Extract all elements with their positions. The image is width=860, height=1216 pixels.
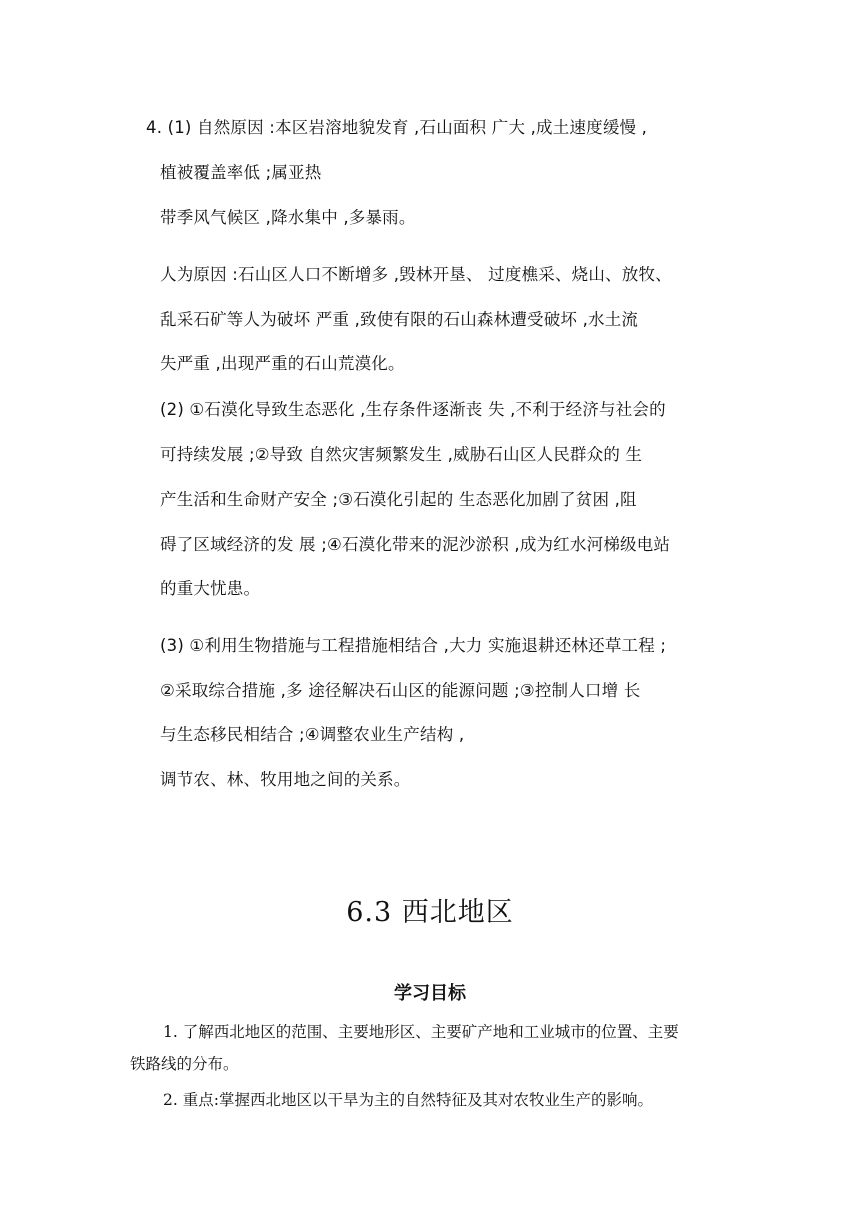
answer-line: 植被覆盖率低 ;属亚热: [160, 163, 322, 182]
learning-goal-line: 2. 重点:掌握西北地区以干旱为主的自然特征及其对农牧业生产的影响。: [163, 1091, 653, 1109]
answer-line: 调节农、林、牧用地之间的关系。: [160, 770, 411, 789]
learning-goal-line: 1. 了解西北地区的范围、主要地形区、主要矿产地和工业城市的位置、主要: [163, 1023, 679, 1041]
answer-line: 产生活和生命财产安全 ;③石漠化引起的 生态恶化加剧了贫困 ,阻: [160, 490, 637, 509]
answer-line: 人为原因 :石山区人口不断增多 ,毁林开垦、 过度樵采、烧山、放牧、: [160, 265, 672, 284]
answer-line: 碍了区域经济的发 展 ;④石漠化带来的泥沙淤积 ,成为红水河梯级电站: [160, 535, 671, 554]
section-title: 6.3 西北地区: [346, 897, 514, 928]
answer-line: (3) ①利用生物措施与工程措施相结合 ,大力 实施退耕还林还草工程 ;: [160, 636, 667, 655]
answer-line: 乱采石矿等人为破坏 严重 ,致使有限的石山森林遭受破坏 ,水土流: [160, 310, 639, 329]
answer-line: ②采取综合措施 ,多 途径解决石山区的能源问题 ;③控制人口增 长: [160, 681, 641, 700]
learning-goal-line: 铁路线的分布。: [130, 1055, 239, 1073]
answer-line: 4. (1) 自然原因 :本区岩溶地貌发育 ,石山面积 广大 ,成土速度缓慢 ,: [146, 118, 648, 137]
answer-line: 失严重 ,出现严重的石山荒漠化。: [160, 354, 405, 373]
answer-line: (2) ①石漠化导致生态恶化 ,生存条件逐渐丧 失 ,不利于经济与社会的: [160, 400, 666, 419]
answer-line: 的重大忧患。: [160, 579, 261, 598]
section-subtitle: 学习目标: [394, 983, 466, 1004]
answer-line: 与生态移民相结合 ;④调整农业生产结构 ,: [160, 725, 465, 744]
answer-line: 带季风气候区 ,降水集中 ,多暴雨。: [160, 208, 416, 227]
answer-line: 可持续发展 ;②导致 自然灾害频繁发生 ,威胁石山区人民群众的 生: [160, 445, 643, 464]
